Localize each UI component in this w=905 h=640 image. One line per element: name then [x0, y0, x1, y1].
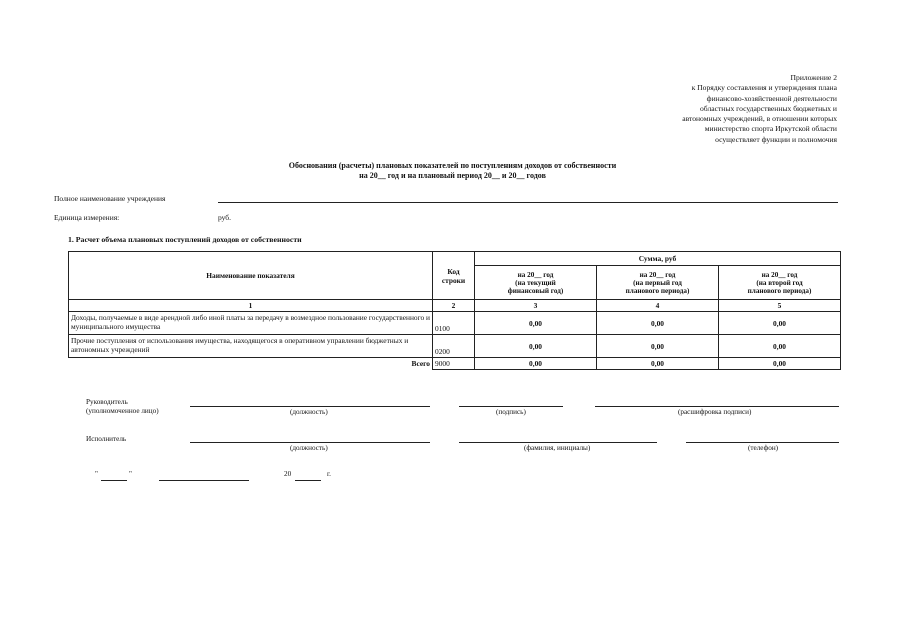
header-year-2: на 20__ год (на первый год планового периода)	[597, 266, 719, 300]
row-name: Прочие поступления от использования имущества, находящегося в оперативном управлении бюджетных и автономных учреждений	[69, 335, 433, 358]
head-position-line[interactable]	[190, 406, 430, 407]
column-number: 1	[69, 300, 433, 312]
row-value-year-3[interactable]: 0,00	[719, 335, 841, 358]
row-value-year-1[interactable]: 0,00	[475, 312, 597, 335]
total-code: 9000	[433, 358, 475, 370]
appendix-line: к Порядку составления и утверждения плана	[691, 83, 837, 93]
unit-value: руб.	[218, 213, 231, 222]
column-number: 2	[433, 300, 475, 312]
signature-caption: (подпись)	[496, 408, 526, 416]
appendix-note	[637, 73, 837, 145]
fio-caption: (фамилия, инициалы)	[524, 444, 591, 452]
row-value-year-1[interactable]: 0,00	[475, 335, 597, 358]
row-value-year-2[interactable]: 0,00	[597, 312, 719, 335]
head-signature-line[interactable]	[459, 406, 563, 407]
column-number: 5	[719, 300, 841, 312]
row-code: 0200	[433, 335, 475, 358]
decoding-caption: (расшифровка подписи)	[678, 408, 752, 416]
table-row	[69, 335, 841, 358]
table-row	[69, 312, 841, 335]
total-row	[69, 358, 841, 370]
date-year-suffix: г.	[327, 470, 331, 478]
appendix-line: финансово-хозяйственной деятельности	[706, 93, 837, 103]
title-line-1: Обоснования (расчеты) плановых показателей по поступлениям доходов от собственности	[288, 161, 617, 170]
title-line-2: на 20__ год и на плановый период 20__ и 20__ годов	[359, 171, 546, 180]
total-label: Всего	[69, 358, 433, 370]
section-title: 1. Расчет объема плановых поступлений доходов от собственности	[68, 235, 302, 244]
position-caption: (должность)	[290, 408, 328, 416]
calculation-table	[68, 251, 841, 370]
head-sub-label: (уполномоченное лицо)	[86, 407, 159, 415]
head-label: Руководитель	[86, 398, 128, 406]
total-value-year-2: 0,00	[597, 358, 719, 370]
row-code: 0100	[433, 312, 475, 335]
row-value-year-3[interactable]: 0,00	[719, 312, 841, 335]
position-caption: (должность)	[290, 444, 328, 452]
header-year-1: на 20__ год (на текущий финансовый год)	[475, 266, 597, 300]
header-sum: Сумма, руб	[475, 252, 841, 266]
unit-label: Единица измерения:	[54, 213, 120, 222]
date-quote-close: "	[129, 470, 132, 478]
head-decoding-line[interactable]	[595, 406, 839, 407]
executor-label: Исполнитель	[86, 435, 127, 443]
date-month-line[interactable]	[159, 480, 249, 481]
document-title	[0, 161, 905, 181]
institution-field-line[interactable]	[218, 202, 838, 203]
column-number-row	[69, 300, 841, 312]
row-name: Доходы, получаемые в виде арендной либо иной платы за передачу в возмездное пользование государственного и муниципального имущества	[69, 312, 433, 335]
appendix-line: осуществляет функции и полномочия	[715, 134, 837, 144]
executor-phone-line[interactable]	[686, 442, 839, 443]
row-value-year-2[interactable]: 0,00	[597, 335, 719, 358]
appendix-line: автономных учреждений, в отношении которых	[682, 114, 837, 124]
appendix-line: министерство спорта Иркутской области	[704, 124, 837, 134]
column-number: 3	[475, 300, 597, 312]
institution-label: Полное наименование учреждения	[54, 194, 166, 203]
header-year-3: на 20__ год (на второй год планового периода)	[719, 266, 841, 300]
header-row-code: Код строки	[433, 252, 475, 300]
total-value-year-1: 0,00	[475, 358, 597, 370]
executor-position-line[interactable]	[190, 442, 430, 443]
appendix-line: Приложение 2	[790, 73, 837, 82]
appendix-line: областных государственных бюджетных и	[699, 103, 837, 113]
executor-fio-line[interactable]	[459, 442, 657, 443]
date-year-prefix: 20	[284, 470, 292, 478]
date-year-line[interactable]	[295, 480, 321, 481]
date-quote-open: "	[95, 470, 98, 478]
header-indicator-name: Наименование показателя	[69, 252, 433, 300]
date-day-line[interactable]	[101, 480, 127, 481]
column-number: 4	[597, 300, 719, 312]
total-value-year-3: 0,00	[719, 358, 841, 370]
phone-caption: (телефон)	[748, 444, 779, 452]
